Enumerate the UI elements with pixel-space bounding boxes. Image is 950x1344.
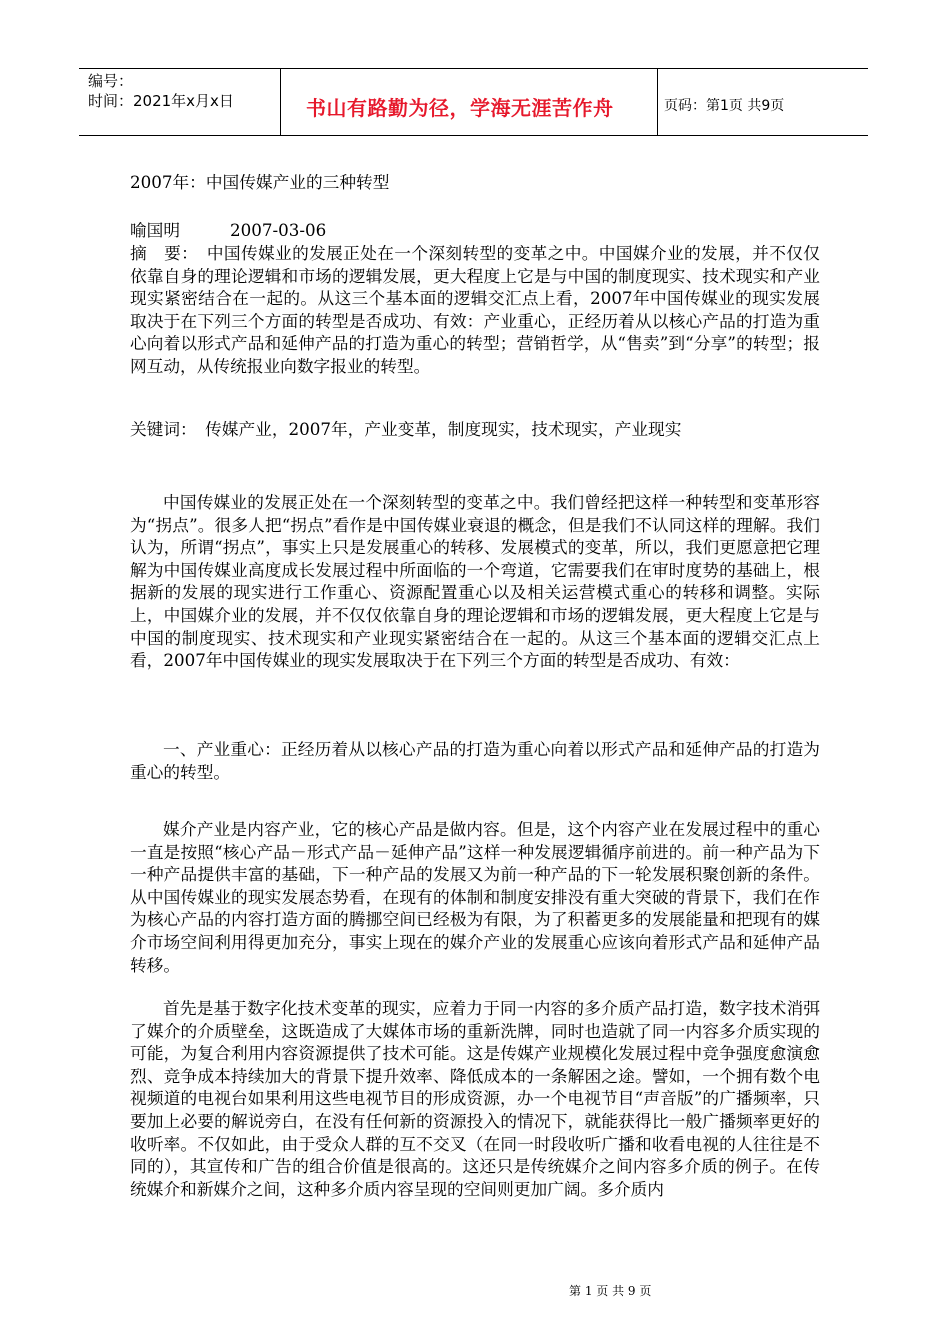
motto-text: 书山有路勤为径，学海无涯苦作舟 <box>306 96 614 120</box>
header-table <box>79 68 868 136</box>
section-heading-1: 一、产业重心：正经历着从以核心产品的打造为重心向着以形式产品和延伸产品的打造为重心的转型。 <box>130 739 820 782</box>
page-label: 页码：第1页 共9页 <box>664 98 785 114</box>
header-info-cell <box>79 69 281 135</box>
author-line <box>130 219 327 241</box>
header-page-cell <box>658 69 868 135</box>
publish-date: 2007-03-06 <box>230 220 327 240</box>
time-label: 时间：2021年x月x日 <box>88 92 234 110</box>
number-label: 编号： <box>88 72 134 90</box>
body-paragraph-3: 首先是基于数字化技术变革的现实，应着力于同一内容的多介质产品打造，数字技术消弭了媒介的介质壁垒，这既造成了大媒体市场的重新洗牌，同时也造就了同一内容多介质实现的可能，为复合利用内容资源提供了技术可能。这是传媒产业规模化发展过程中竞争强度愈演愈烈、竞争成本持续加大的背景下提升效率、降低成本的一条解困之途。譬如，一个拥有数个电视频道的电视台如果利用这些电视节目的形成资源，办一个电视节目“声音版”的广播频率，只要加上必要的解说旁白，在没有任何新的资源投入的情况下，就能获得比一般广播频率更好的收听率。不仅如此，由于受众人群的互不交叉（在同一时段收听广播和收看电视的人往往是不同的），其宣传和广告的组合价值是很高的。这还只是传统媒介之间内容多介质的例子。在传统媒介和新媒介之间，这种多介质内容呈现的空间则更加广阔。多介质内 <box>130 998 820 1199</box>
abstract-paragraph: 摘 要： 中国传媒业的发展正处在一个深刻转型的变革之中。中国媒介业的发展，并不仅仅依靠自身的理论逻辑和市场的逻辑发展，更大程度上它是与中国的制度现实、技术现实和产业现实紧密结合在一起的。从这三个基本面的逻辑交汇点上看，2007年中国传媒业的现实发展取决于在下列三个方面的转型是否成功、有效：产业重心，正经历着从以核心产品的打造为重心向着以形式产品和延伸产品的打造为重心的转型；营销哲学，从“售卖”到“分享”的转型；报网互动，从传统报业向数字报业的转型。 <box>130 243 820 376</box>
author-name: 喻国明 <box>130 220 181 240</box>
body-paragraph-1: 中国传媒业的发展正处在一个深刻转型的变革之中。我们曾经把这样一种转型和变革形容为“拐点”。很多人把“拐点”看作是中国传媒业衰退的概念，但是我们不认同这样的理解。我们认为，所谓“拐点”，事实上只是发展重心的转移、发展模式的变革，所以，我们更愿意把它理解为中国传媒业高度成长发展过程中所面临的一个弯道，它需要我们在审时度势的基础上，根据新的发展的现实进行工作重心、资源配置重心以及相关运营模式重心的转移和调整。实际上，中国媒介业的发展，并不仅仅依靠自身的理论逻辑和市场的逻辑发展，更大程度上它是与中国的制度现实、技术现实和产业现实紧密结合在一起的。从这三个基本面的逻辑交汇点上看，2007年中国传媒业的现实发展取决于在下列三个方面的转型是否成功、有效： <box>130 492 820 671</box>
keywords-line: 关键词： 传媒产业，2007年，产业变革，制度现实，技术现实，产业现实 <box>130 419 682 439</box>
page-footer: 第 1 页 共 9 页 <box>569 1284 652 1298</box>
header-motto-cell <box>281 69 658 135</box>
body-paragraph-2: 媒介产业是内容产业，它的核心产品是做内容。但是，这个内容产业在发展过程中的重心一直是按照“核心产品－形式产品－延伸产品”这样一种发展逻辑循序前进的。前一种产品为下一种产品提供丰富的基础，下一种产品的发展又为前一种产品的下一轮发展积聚创新的条件。从中国传媒业的现实发展态势看，在现有的体制和制度安排没有重大突破的背景下，我们在作为核心产品的内容打造方面的腾挪空间已经极为有限，为了积蓄更多的发展能量和把现有的媒介市场空间利用得更加充分，事实上现在的媒介产业的发展重心应该向着形式产品和延伸产品转移。 <box>130 819 820 975</box>
document-title: 2007年：中国传媒产业的三种转型 <box>130 172 390 192</box>
